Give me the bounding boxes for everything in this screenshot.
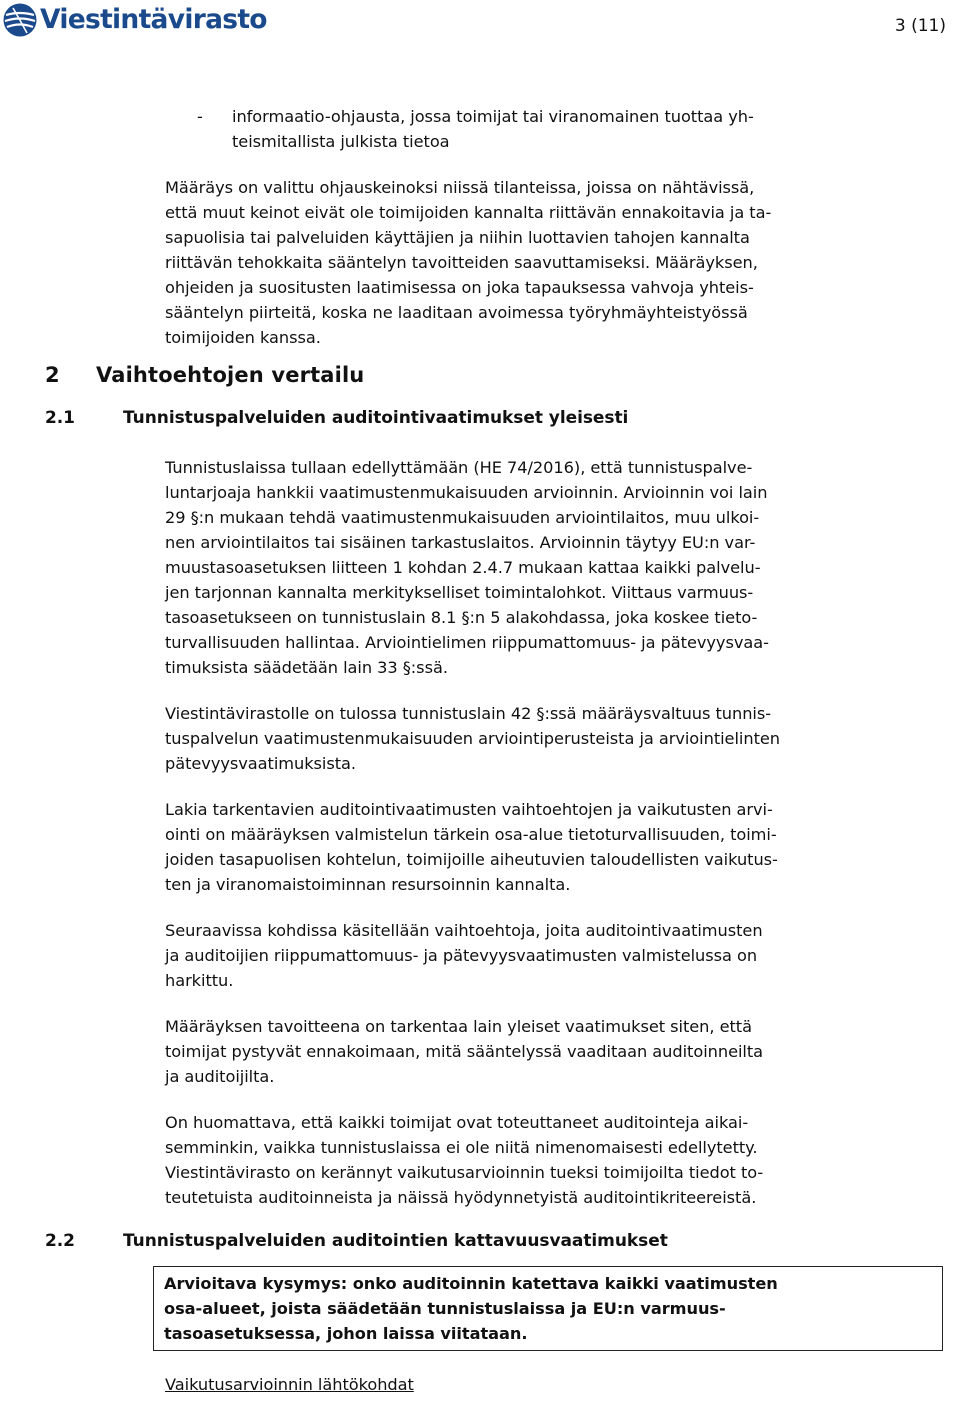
section-number: 2	[45, 363, 60, 387]
paragraph	[165, 455, 950, 680]
section-title: Tunnistuspalveluiden auditointien kattavuusvaatimukset	[123, 1231, 668, 1251]
text-line: Määräys on valittu ohjauskeinoksi niissä tilanteissa, joissa on nähtävissä,	[165, 178, 755, 197]
text-line: timuksista säädetään lain 33 §:ssä.	[165, 658, 448, 677]
text-line: joiden tasapuolisen kohtelun, toimijoille aiheutuvien taloudellisten vaikutus-	[165, 850, 778, 869]
logo-emblem-icon	[2, 2, 38, 38]
section-heading-2-2	[45, 1229, 960, 1253]
text-line: On huomattava, että kaikki toimijat ovat toteuttaneet auditointeja aikai-	[165, 1113, 749, 1132]
text-line: Viestintävirasto on kerännyt vaikutusarvioinnin tueksi toimijoilta tiedot to-	[165, 1163, 764, 1182]
text-line: Määräyksen tavoitteena on tarkentaa lain yleiset vaatimukset siten, että	[165, 1017, 752, 1036]
text-line: Lakia tarkentavien auditointivaatimusten vaihtoehtojen ja vaikutusten arvi-	[165, 800, 773, 819]
text-line: Seuraavissa kohdissa käsitellään vaihtoehtoja, joita auditointivaatimusten	[165, 921, 763, 940]
text-line: turvallisuuden hallintaa. Arviointielimen riippumattomuus- ja pätevyysvaa-	[165, 633, 769, 652]
text-line: että muut keinot eivät ole toimijoiden kannalta riittävän ennakoitavia ja ta-	[165, 203, 772, 222]
text-line: teutetuista auditoinneista ja näissä hyödynnetyistä auditointikriteereistä.	[165, 1188, 757, 1207]
text-line: informaatio-ohjausta, jossa toimijat tai viranomainen tuottaa yh-	[232, 107, 754, 126]
text-line: toimijat pystyvät ennakoimaan, mitä sääntelyssä vaaditaan auditoinneilta	[165, 1042, 764, 1061]
page-header	[0, 0, 960, 60]
text-line: ja auditoijilta.	[165, 1067, 275, 1086]
intro-paragraph	[165, 175, 950, 350]
section-number: 2.1	[45, 408, 75, 428]
paragraph	[165, 1014, 950, 1089]
text-line: ja auditoijien riippumattomuus- ja pätevyysvaatimusten valmistelussa on	[165, 946, 758, 965]
question-box	[153, 1266, 943, 1351]
agency-logo	[2, 2, 267, 38]
text-line: muustasoasetuksen liitteen 1 kohdan 2.4.7 mukaan kattaa kaikki palvelu-	[165, 558, 761, 577]
text-line: pätevyysvaatimuksista.	[165, 754, 357, 773]
text-line: tasoasetuksessa, johon laissa viitataan.	[164, 1324, 528, 1343]
text-line: ohjeiden ja suositusten laatimisessa on joka tapauksessa vahvoja yhteis-	[165, 278, 754, 297]
section-title: Vaihtoehtojen vertailu	[96, 363, 365, 387]
text-line: luntarjoaja hankkii vaatimustenmukaisuuden arvioinnin. Arvioinnin voi lain	[165, 483, 768, 502]
section-heading-2-1	[45, 406, 960, 430]
paragraph	[165, 918, 950, 993]
bullet-dash: -	[197, 107, 203, 126]
text-line: Arvioitava kysymys: onko auditoinnin katettava kaikki vaatimusten	[164, 1274, 778, 1293]
document-body	[0, 104, 960, 1397]
text-line: ten ja viranomaistoiminnan resursoinnin kannalta.	[165, 875, 571, 894]
text-line: toimijoiden kanssa.	[165, 328, 321, 347]
page-number: 3 (11)	[894, 16, 946, 36]
text-line: tuspalvelun vaatimustenmukaisuuden arviointiperusteista ja arviointielinten	[165, 729, 780, 748]
text-line: 29 §:n mukaan tehdä vaatimustenmukaisuuden arviointilaitos, muu ulkoi-	[165, 508, 760, 527]
paragraph	[165, 701, 950, 776]
text-line: semminkin, vaikka tunnistuslaissa ei ole niitä nimenomaisesti edellytetty.	[165, 1138, 758, 1157]
bullet-text	[232, 104, 754, 154]
text-line: harkittu.	[165, 971, 234, 990]
text-line: osa-alueet, joista säädetään tunnistuslaissa ja EU:n varmuus-	[164, 1299, 726, 1318]
text-line: tasoasetukseen on tunnistuslain 8.1 §:n 5 alakohdassa, joka koskee tieto-	[165, 608, 758, 627]
text-line: teismitallista julkista tietoa	[232, 132, 450, 151]
text-line: Tunnistuslaissa tullaan edellyttämään (HE 74/2016), että tunnistuspalve-	[165, 458, 753, 477]
text-line: jen tarjonnan kannalta merkitykselliset toimintalohkot. Viittaus varmuus-	[165, 583, 754, 602]
section-heading-2	[45, 361, 960, 389]
text-line: riittävän tehokkaita sääntelyn tavoitteiden saavuttamiseksi. Määräyksen,	[165, 253, 758, 272]
text-line: ointi on määräyksen valmistelun tärkein osa-alue tietoturvallisuuden, toimi-	[165, 825, 777, 844]
text-line: sapuolisia tai palveluiden käyttäjien ja niihin luottavien tahojen kannalta	[165, 228, 750, 247]
paragraph	[165, 797, 950, 897]
bullet-item	[197, 104, 937, 154]
section-number: 2.2	[45, 1231, 75, 1251]
text-line: Viestintävirastolle on tulossa tunnistuslain 42 §:ssä määräysvaltuus tunnis-	[165, 704, 772, 723]
text-line: sääntelyn piirteitä, koska ne laaditaan avoimessa työryhmäyhteistyössä	[165, 303, 748, 322]
subheading-underlined: Vaikutusarvioinnin lähtökohdat	[165, 1375, 414, 1394]
paragraph	[165, 1110, 950, 1210]
logo-wordmark: Viestintävirasto	[40, 4, 267, 35]
text-line: nen arviointilaitos tai sisäinen tarkastuslaitos. Arvioinnin täytyy EU:n var-	[165, 533, 756, 552]
section-title: Tunnistuspalveluiden auditointivaatimukset yleisesti	[123, 408, 629, 428]
